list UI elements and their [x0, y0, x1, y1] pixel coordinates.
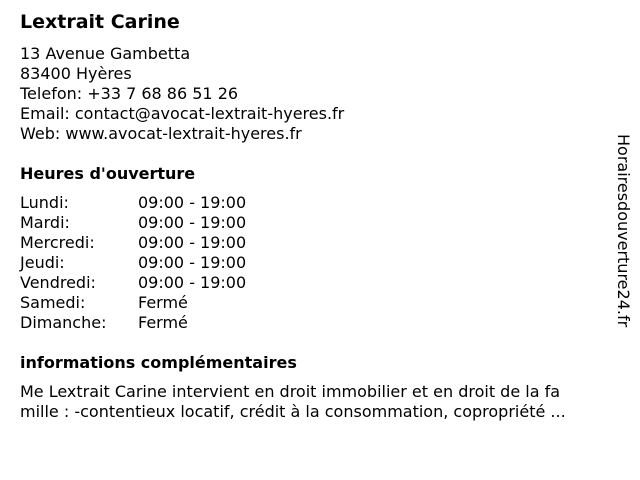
- spacer: [20, 373, 610, 382]
- web-line: [20, 124, 610, 144]
- hours-row-sunday: [20, 313, 610, 333]
- web-address: www.avocat-lextrait-hyeres.fr: [65, 124, 302, 143]
- spacer: [20, 333, 610, 353]
- day-hours: 09:00 - 19:00: [138, 253, 247, 272]
- phone-label: Telefon:: [20, 84, 83, 103]
- hours-heading: Heures d'ouverture: [20, 164, 196, 183]
- day-hours: 09:00 - 19:00: [138, 213, 247, 232]
- brand-watermark: Horairesdouverture24.fr: [614, 134, 633, 328]
- phone-number: +33 7 68 86 51 26: [87, 84, 239, 103]
- hours-row-tuesday: [20, 213, 610, 233]
- day-hours: Fermé: [138, 293, 188, 312]
- day-hours: Fermé: [138, 313, 188, 332]
- address-line-1: 13 Avenue Gambetta: [20, 44, 191, 63]
- info-heading: informations complémentaires: [20, 353, 297, 372]
- sidebar-brand: [610, 134, 636, 346]
- day-hours: 09:00 - 19:00: [138, 193, 247, 212]
- email-address: contact@avocat-lextrait-hyeres.fr: [74, 104, 345, 123]
- day-label: Samedi:: [20, 293, 86, 312]
- info-line-2: mille : -contentieux locatif, crédit à la consommation, copropriété ...: [20, 402, 566, 421]
- hours-row-friday: [20, 273, 610, 293]
- hours-table: [20, 193, 610, 333]
- hours-row-wednesday: [20, 233, 610, 253]
- day-label: Lundi:: [20, 193, 69, 212]
- day-label: Dimanche:: [20, 313, 107, 332]
- phone-line: [20, 84, 610, 104]
- business-name: Lextrait Carine: [20, 11, 180, 33]
- spacer: [20, 144, 610, 164]
- business-card: [20, 10, 610, 422]
- spacer: [20, 184, 610, 193]
- hours-row-monday: [20, 193, 610, 213]
- web-label: Web:: [20, 124, 61, 143]
- info-line-1: Me Lextrait Carine intervient en droit immobilier et en droit de la fa: [20, 382, 561, 401]
- day-hours: 09:00 - 19:00: [138, 233, 247, 252]
- hours-row-saturday: [20, 293, 610, 313]
- day-label: Mercredi:: [20, 233, 95, 252]
- day-label: Jeudi:: [20, 253, 65, 272]
- info-description: [20, 382, 610, 422]
- hours-row-thursday: [20, 253, 610, 273]
- day-label: Vendredi:: [20, 273, 96, 292]
- address-line-2: 83400 Hyères: [20, 64, 132, 83]
- email-label: Email:: [20, 104, 70, 123]
- email-line: [20, 104, 610, 124]
- day-hours: 09:00 - 19:00: [138, 273, 247, 292]
- day-label: Mardi:: [20, 213, 70, 232]
